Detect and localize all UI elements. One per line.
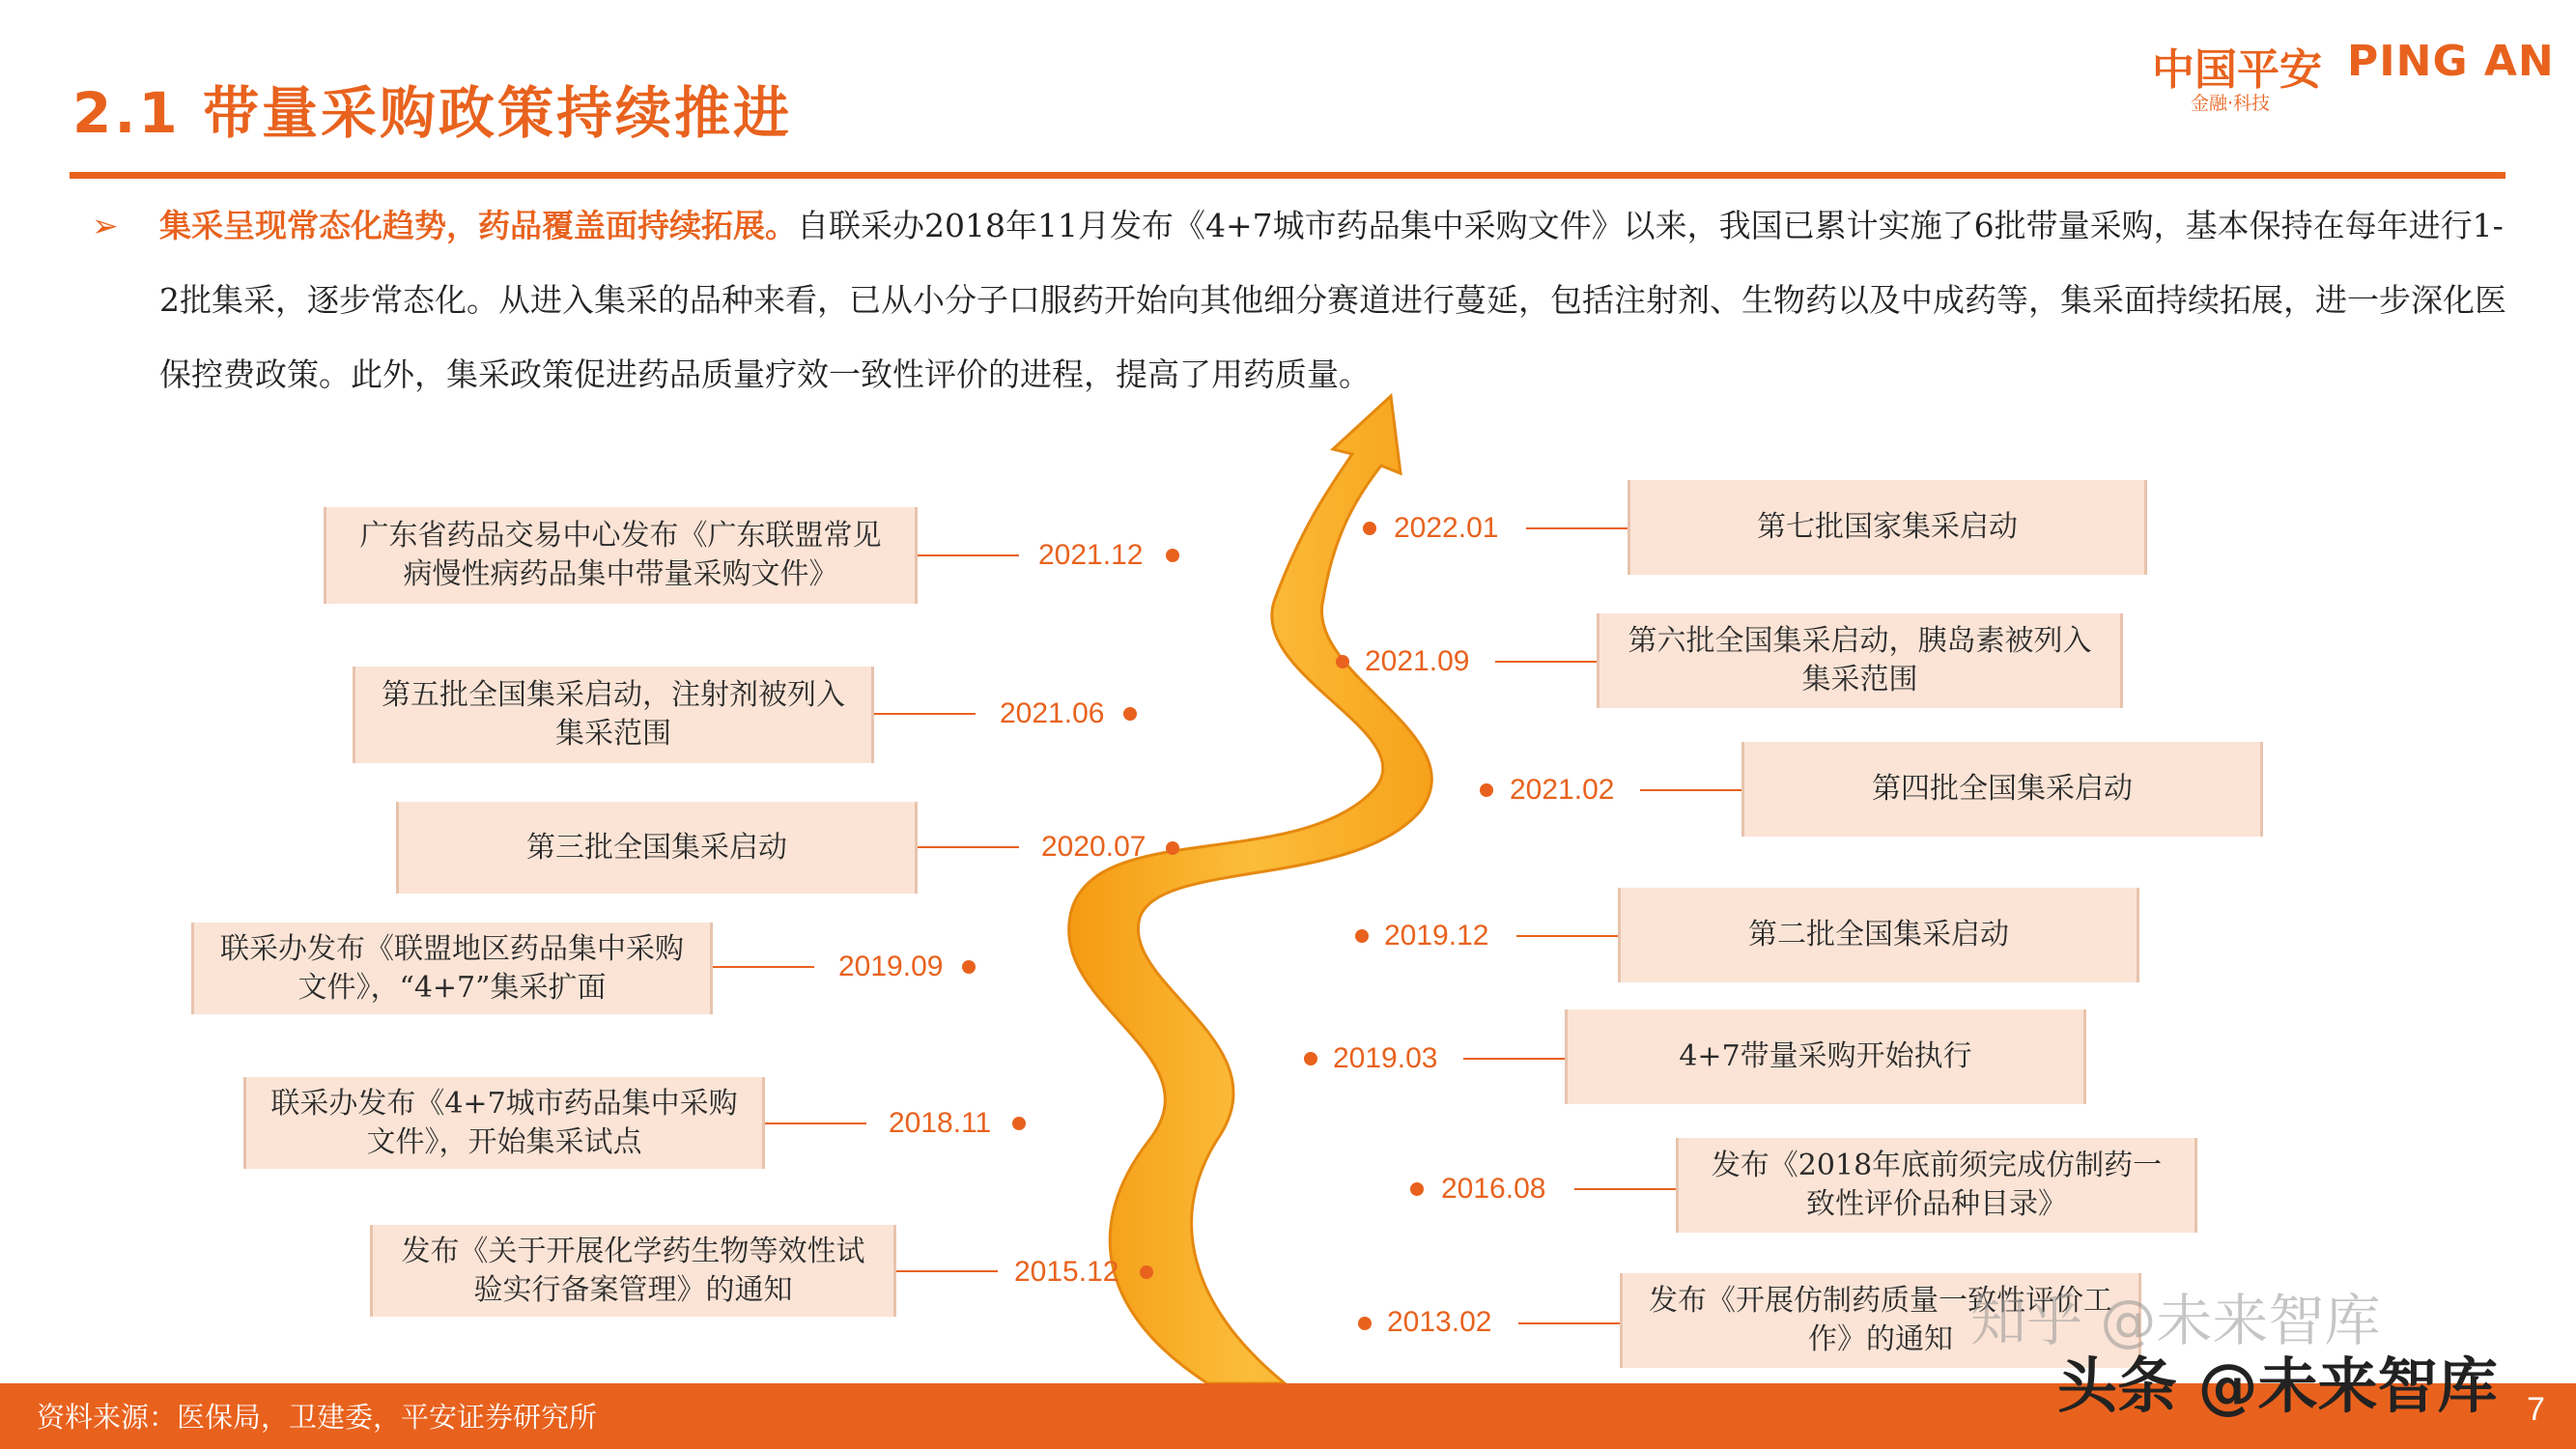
connector-line	[1463, 1058, 1565, 1060]
intro-highlight: 集采呈现常态化趋势，药品覆盖面持续拓展。	[159, 207, 797, 244]
connector-line	[918, 846, 1019, 848]
timeline-dot	[1140, 1265, 1153, 1279]
event-date: 2016.08	[1441, 1173, 1546, 1205]
ping-an-logo-cn: 中国平安	[2152, 45, 2322, 95]
event-date: 2015.12	[1014, 1256, 1119, 1288]
timeline-dot	[1363, 522, 1376, 535]
event-box: 第四批全国集采启动	[1741, 742, 2263, 837]
event-date: 2019.12	[1384, 920, 1489, 952]
event-date: 2021.06	[1000, 697, 1105, 729]
event-date: 2021.12	[1038, 539, 1144, 571]
event-box: 第六批全国集采启动，胰岛素被列入集采范围	[1597, 613, 2123, 708]
connector-line	[1495, 661, 1597, 663]
event-box: 第二批全国集采启动	[1618, 888, 2139, 982]
event-date: 2019.03	[1333, 1042, 1438, 1074]
timeline-dot	[1358, 1317, 1372, 1330]
connector-line	[1574, 1188, 1676, 1190]
event-date: 2013.02	[1387, 1306, 1492, 1338]
event-box: 发布《关于开展化学药生物等效性试验实行备案管理》的通知	[370, 1225, 896, 1317]
timeline-dot	[1355, 929, 1369, 943]
event-date: 2018.11	[889, 1107, 992, 1139]
ping-an-logo-sub: 金融·科技	[2191, 93, 2271, 114]
event-date: 2021.02	[1510, 774, 1615, 806]
timeline-dot	[962, 960, 976, 974]
intro-text: 自联采办2018年11月发布《4+7城市药品集中采购文件》以来，我国已累计实施了6批带量采购，基本保持在每年进行1-2批集采，逐步常态化。从进入集采的品种来看，已从小分子口服药开始向其他细分赛道进行蔓延，包括注射剂、生物药以及中成药等，集采面持续拓展，进一步深化医保控费政策。此外，集采政策促进药品质量疗效一致性评价的进程，提高了用药质量。	[159, 207, 2506, 393]
event-box: 广东省药品交易中心发布《广东联盟常见病慢性病药品集中带量采购文件》	[324, 507, 918, 604]
watermark-toutiao: 头条 @未来智库	[2057, 1350, 2498, 1421]
connector-line	[1526, 527, 1628, 529]
event-box: 联采办发布《4+7城市药品集中采购文件》，开始集采试点	[243, 1077, 765, 1169]
timeline-dot	[1012, 1117, 1026, 1130]
timeline-dot	[1480, 783, 1493, 797]
event-box: 联采办发布《联盟地区药品集中采购文件》，“4+7”集采扩面	[191, 923, 713, 1014]
ping-an-logo-en: PING AN	[2347, 37, 2555, 86]
event-box: 第三批全国集采启动	[396, 802, 918, 894]
page-title: 2.1 带量采购政策持续推进	[72, 80, 792, 146]
source-note: 资料来源：医保局，卫建委，平安证券研究所	[37, 1401, 598, 1434]
connector-line	[1640, 789, 1741, 791]
connector-line	[918, 554, 1019, 556]
event-box: 第七批国家集采启动	[1628, 480, 2147, 575]
connector-line	[1518, 1322, 1620, 1324]
connector-line	[1516, 935, 1618, 937]
event-box: 第五批全国集采启动，注射剂被列入集采范围	[353, 667, 874, 763]
page-number: 7	[2527, 1391, 2545, 1428]
timeline-dot	[1304, 1052, 1317, 1065]
timeline-dot	[1166, 841, 1179, 855]
connector-line	[874, 713, 976, 715]
connector-line	[896, 1270, 998, 1272]
connector-line	[713, 966, 814, 968]
connector-line	[765, 1122, 866, 1124]
timeline-dot	[1123, 707, 1137, 721]
event-box: 发布《开展仿制药质量一致性评价工作》的通知	[1620, 1273, 2141, 1368]
watermark-zhihu: 知乎 @未来智库	[1970, 1288, 2381, 1353]
bullet-arrow-icon: ➢	[92, 207, 119, 244]
event-box: 4+7带量采购开始执行	[1565, 1009, 2086, 1104]
event-date: 2021.09	[1365, 645, 1470, 677]
event-date: 2020.07	[1041, 831, 1146, 863]
timeline-dot	[1336, 655, 1349, 668]
event-date: 2022.01	[1394, 512, 1499, 544]
event-box: 发布《2018年底前须完成仿制药一致性评价品种目录》	[1676, 1138, 2197, 1233]
timeline-dot	[1166, 549, 1179, 562]
timeline-dot	[1410, 1182, 1424, 1196]
event-date: 2019.09	[838, 951, 944, 982]
